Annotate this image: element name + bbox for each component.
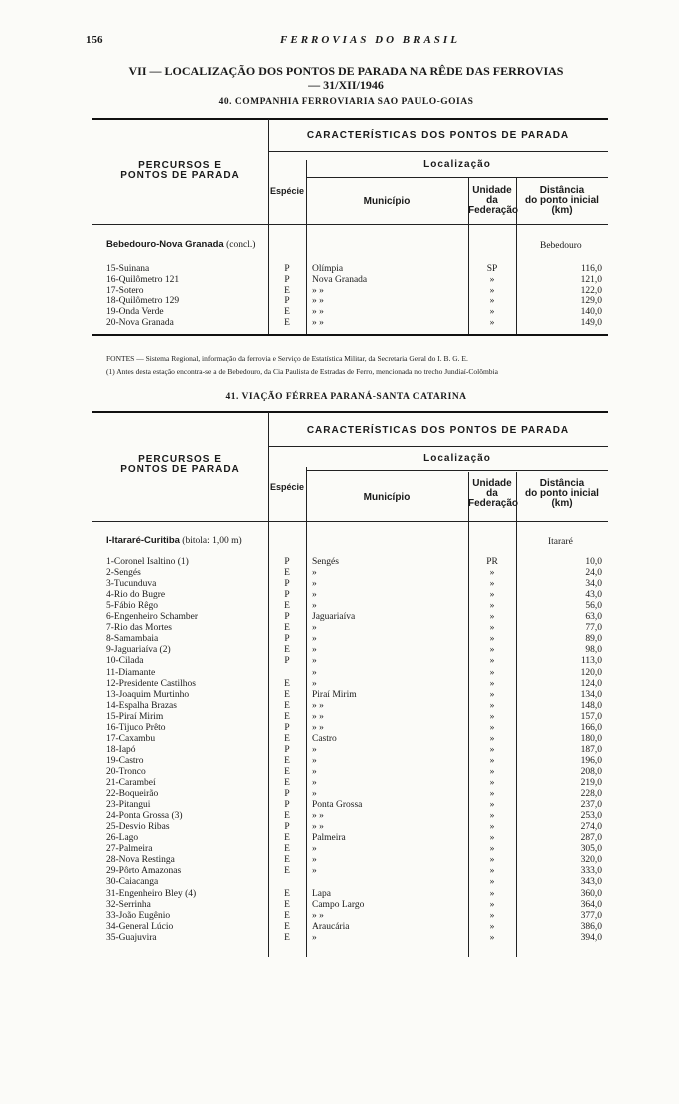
row-station: 5-Fábio Rêgo — [106, 601, 158, 612]
row-especie: E — [284, 318, 290, 328]
row-station: 28-Nova Restinga — [106, 855, 175, 866]
row-municipio: » — [312, 568, 317, 579]
row-municipio: » — [312, 778, 317, 788]
row-distancia: 63,0 — [585, 612, 602, 623]
row-station: 6-Engenheiro Schamber — [106, 612, 199, 623]
row-station: 17-Caxambu — [106, 733, 156, 744]
row-unidade: PR — [486, 557, 498, 567]
row-station: 22-Boqueirão — [106, 789, 159, 800]
row-municipio: » — [312, 855, 317, 866]
row-especie: P — [284, 634, 290, 645]
page-number: 156 — [86, 34, 103, 46]
row-distancia: 320,0 — [580, 855, 602, 866]
row-distancia: 377,0 — [580, 910, 602, 921]
row-unidade: » — [489, 274, 495, 285]
row-station: 34-General Lúcio — [106, 921, 174, 932]
row-distancia: 364,0 — [580, 899, 602, 910]
row-municipio: » — [312, 789, 317, 800]
row-especie: P — [284, 822, 290, 833]
row-distancia: 228,0 — [580, 789, 602, 800]
table40-head-municipio: Município — [363, 196, 411, 207]
row-distancia: 124,0 — [580, 678, 602, 689]
row-municipio: Palmeira — [312, 833, 346, 844]
table40-rule-head — [92, 224, 608, 225]
row-distancia: 196,0 — [580, 755, 602, 766]
row-municipio: » » — [312, 822, 324, 833]
row-station: 20-Tronco — [106, 766, 146, 777]
row-municipio: » — [312, 656, 317, 667]
row-especie: E — [284, 307, 290, 318]
row-station: 18-Iapó — [106, 744, 136, 755]
row-especie: E — [284, 778, 290, 788]
table41-head-municipio: Município — [363, 492, 411, 503]
row-municipio: Jaguariaíva — [312, 612, 356, 623]
table41-head-distancia: Distância do ponto inicial (km) — [525, 478, 599, 509]
row-distancia: 305,0 — [580, 844, 602, 855]
row-unidade: » — [489, 568, 495, 579]
row-municipio: » » — [312, 811, 324, 822]
row-unidade: » — [489, 645, 495, 656]
row-unidade: » — [489, 722, 495, 733]
row-distancia: 287,0 — [580, 833, 602, 844]
row-distancia: 360,0 — [580, 888, 602, 899]
row-municipio: Lapa — [312, 888, 331, 899]
row-municipio: » » — [312, 307, 324, 318]
row-unidade: » — [489, 601, 495, 612]
row-station: 1-Coronel Isaltino (1) — [106, 557, 189, 567]
row-municipio: Castro — [312, 733, 337, 744]
table40-section-heading: Bebedouro-Nova Granada (concl.) — [106, 239, 256, 250]
row-unidade: » — [489, 844, 495, 855]
table40-fontes: FONTES — Sistema Regional, informação da ferrovia e Serviço de Estatística Militar, da Secretaria Geral do I. B. G. E. — [106, 354, 468, 363]
row-unidade: » — [489, 744, 495, 755]
row-unidade: » — [489, 921, 495, 932]
row-station: 35-Guajuvira — [106, 932, 157, 943]
row-station: 16-Quilômetro 121 — [106, 274, 180, 285]
row-municipio: » — [312, 634, 317, 645]
row-distancia: 343,0 — [580, 877, 602, 888]
row-unidade: » — [489, 700, 495, 711]
table40-head-localizacao: Localização — [423, 159, 491, 170]
row-municipio: » — [312, 645, 317, 656]
row-distancia: 253,0 — [580, 811, 602, 822]
row-unidade: » — [489, 899, 495, 910]
row-station: 9-Jaguariaíva (2) — [106, 645, 171, 656]
row-distancia: 34,0 — [585, 579, 602, 590]
row-station: 13-Joaquim Murtinho — [106, 689, 190, 700]
row-station: 26-Lago — [106, 833, 139, 844]
row-unidade: » — [489, 866, 495, 877]
row-unidade: » — [489, 789, 495, 800]
row-station: 29-Pôrto Amazonas — [106, 866, 182, 877]
row-unidade: » — [489, 285, 495, 296]
row-unidade: » — [489, 778, 495, 788]
row-station: 12-Presidente Castilhos — [106, 678, 196, 689]
row-municipio: » — [312, 766, 317, 777]
row-distancia: 10,0 — [585, 557, 602, 567]
row-municipio: » — [312, 744, 317, 755]
row-municipio: » » — [312, 285, 324, 296]
table40-head-especie: Espécie — [269, 186, 305, 196]
row-especie: E — [284, 755, 290, 766]
row-station: 23-Pitangui — [106, 800, 151, 811]
row-especie: E — [284, 844, 290, 855]
table40-head-caracteristicas: CARACTERÍSTICAS DOS PONTOS DE PARADA — [306, 130, 570, 141]
row-station: 8-Samambaia — [106, 634, 159, 645]
row-station: 25-Desvio Ribas — [106, 822, 170, 833]
table40-note-1: (1) Antes desta estação encontra-se a de Bebedouro, da Cia Paulista de Estradas de Ferro, mencionada no trecho Jundiaí-Colômbia — [106, 367, 498, 376]
row-distancia: 149,0 — [580, 318, 602, 328]
row-especie: E — [284, 645, 290, 656]
row-especie: E — [284, 766, 290, 777]
row-especie: E — [284, 910, 290, 921]
row-distancia: 120,0 — [580, 667, 602, 678]
table41-top-rule — [92, 411, 608, 413]
table40-top-rule — [92, 118, 608, 120]
row-unidade: SP — [486, 264, 498, 274]
row-unidade: » — [489, 612, 495, 623]
row-especie: E — [284, 921, 290, 932]
row-unidade: » — [489, 733, 495, 744]
row-station: 4-Rio do Bugre — [106, 590, 166, 601]
row-distancia: 56,0 — [585, 601, 602, 612]
row-especie: E — [284, 601, 290, 612]
row-municipio: » — [312, 601, 317, 612]
table40-head-percursos: PERCURSOS E PONTOS DE PARADA — [120, 160, 240, 181]
row-municipio: » » — [312, 296, 324, 307]
row-especie: E — [284, 678, 290, 689]
row-especie: P — [284, 612, 290, 623]
row-unidade: » — [489, 766, 495, 777]
row-especie: E — [284, 855, 290, 866]
row-especie: P — [284, 274, 290, 285]
row-especie: P — [284, 800, 290, 811]
section-title — [86, 64, 606, 92]
table41-head-unidade: Unidade da Federação — [468, 478, 519, 509]
row-distancia: 116,0 — [580, 264, 602, 274]
table41-caption: 41. VIAÇÃO FÉRREA PARANÁ-SANTA CATARINA — [225, 392, 467, 402]
row-municipio: » » — [312, 711, 324, 722]
row-unidade: » — [489, 678, 495, 689]
row-station: 18-Quilômetro 129 — [106, 296, 180, 307]
row-especie: E — [284, 833, 290, 844]
row-municipio: » — [312, 590, 317, 601]
row-unidade: » — [489, 296, 495, 307]
row-municipio: » — [312, 932, 317, 943]
table40-caption: 40. COMPANHIA FERROVIARIA SAO PAULO-GOIAS — [218, 97, 474, 107]
table40-bottom-rule — [92, 334, 608, 336]
row-municipio: Nova Granada — [312, 274, 368, 285]
row-distancia: 122,0 — [580, 285, 602, 296]
table41-head-percursos: PERCURSOS E PONTOS DE PARADA — [120, 454, 240, 475]
row-station: 17-Sotero — [106, 285, 144, 296]
row-distancia: 237,0 — [580, 800, 602, 811]
row-municipio: » » — [312, 910, 324, 921]
row-especie: P — [284, 579, 290, 590]
table40-rule-loc — [306, 177, 608, 178]
row-unidade: » — [489, 888, 495, 899]
row-unidade: » — [489, 833, 495, 844]
row-distancia: 333,0 — [580, 866, 602, 877]
row-distancia: 134,0 — [580, 689, 602, 700]
row-station: 15-Piraí Mirim — [106, 711, 164, 722]
row-unidade: » — [489, 656, 495, 667]
row-unidade: » — [489, 755, 495, 766]
row-station: 14-Espalha Brazas — [106, 700, 177, 711]
row-unidade: » — [489, 689, 495, 700]
table41-rule-char — [268, 446, 608, 447]
row-station: 3-Tucunduva — [106, 579, 157, 590]
row-station: 32-Serrinha — [106, 899, 151, 910]
row-distancia: 77,0 — [585, 623, 602, 634]
row-distancia: 180,0 — [580, 733, 602, 744]
row-municipio: Araucária — [312, 921, 350, 932]
row-unidade: » — [489, 800, 495, 811]
row-station: 31-Engenheiro Bley (4) — [106, 888, 197, 899]
row-unidade: » — [489, 667, 495, 678]
table41-head-localizacao: Localização — [423, 453, 491, 464]
row-especie: P — [284, 264, 290, 274]
row-distancia: 140,0 — [580, 307, 602, 318]
row-especie: P — [284, 722, 290, 733]
table40-vline-2 — [306, 160, 307, 334]
row-unidade: » — [489, 855, 495, 866]
row-unidade: » — [489, 877, 495, 888]
row-municipio: » — [312, 844, 317, 855]
row-station: 33-João Eugênio — [106, 910, 171, 921]
row-distancia: 394,0 — [580, 932, 602, 943]
row-especie: P — [284, 296, 290, 307]
row-especie: P — [284, 656, 290, 667]
row-station: 19-Castro — [106, 755, 144, 766]
row-station: 21-Carambeí — [106, 778, 156, 788]
row-distancia: 43,0 — [585, 590, 602, 601]
row-municipio: Ponta Grossa — [312, 800, 363, 811]
row-municipio: » — [312, 579, 317, 590]
row-municipio: » » — [312, 700, 324, 711]
row-especie: E — [284, 733, 290, 744]
row-station: 16-Tijuco Prêto — [106, 722, 166, 733]
row-especie: P — [284, 789, 290, 800]
row-especie: E — [284, 700, 290, 711]
row-municipio: » » — [312, 722, 324, 733]
row-unidade: » — [489, 711, 495, 722]
row-unidade: » — [489, 811, 495, 822]
row-distancia: 219,0 — [580, 778, 602, 788]
row-especie: E — [284, 689, 290, 700]
row-municipio: Campo Largo — [312, 899, 365, 910]
row-municipio: » — [312, 667, 317, 678]
row-municipio: Sengés — [312, 557, 339, 567]
table41-section-heading: I-Itararé-Curitiba (bitola: 1,00 m) — [106, 535, 242, 546]
table40-head-unidade: Unidade da Federação — [468, 185, 519, 216]
row-station: 2-Sengés — [106, 568, 141, 579]
row-municipio: » — [312, 755, 317, 766]
row-municipio: » — [312, 623, 317, 634]
row-distancia: 121,0 — [580, 274, 602, 285]
row-distancia: 157,0 — [580, 711, 602, 722]
row-municipio: » — [312, 866, 317, 877]
row-especie: E — [284, 866, 290, 877]
table41-section-origin: Itararé — [548, 537, 573, 547]
row-unidade: » — [489, 822, 495, 833]
table41-head-caracteristicas: CARACTERÍSTICAS DOS PONTOS DE PARADA — [306, 425, 570, 436]
table40-section-origin: Bebedouro — [540, 241, 582, 251]
row-unidade: » — [489, 910, 495, 921]
row-municipio: Olímpia — [312, 264, 344, 274]
row-distancia: 166,0 — [580, 722, 602, 733]
row-unidade: » — [489, 307, 495, 318]
row-distancia: 24,0 — [585, 568, 602, 579]
row-distancia: 129,0 — [580, 296, 602, 307]
row-station: 30-Caiacanga — [106, 877, 159, 888]
row-unidade: » — [489, 579, 495, 590]
table40-head-distancia: Distância do ponto inicial (km) — [525, 185, 599, 216]
table41-head-especie: Espécie — [269, 482, 305, 492]
row-station: 19-Onda Verde — [106, 307, 164, 318]
table40-rule-char — [268, 151, 608, 152]
row-especie: E — [284, 899, 290, 910]
row-municipio: » — [312, 678, 317, 689]
section-title-line1: VII — LOCALIZAÇÃO DOS PONTOS DE PARADA NA RÊDE DAS FERROVIAS — [128, 64, 564, 78]
row-station: 27-Palmeira — [106, 844, 153, 855]
table41-rule-loc — [306, 470, 608, 471]
row-distancia: 113,0 — [580, 656, 602, 667]
table41-rule-head — [92, 521, 608, 522]
row-distancia: 98,0 — [585, 645, 602, 656]
row-station: 20-Nova Granada — [106, 318, 174, 328]
row-unidade: » — [489, 932, 495, 943]
row-station: 7-Rio das Mortes — [106, 623, 172, 634]
table41-vline-2 — [306, 467, 307, 957]
row-especie: E — [284, 285, 290, 296]
row-distancia: 89,0 — [585, 634, 602, 645]
row-especie: E — [284, 623, 290, 634]
row-unidade: » — [489, 590, 495, 601]
row-especie: E — [284, 811, 290, 822]
section-title-line2: — 31/XII/1946 — [308, 78, 384, 92]
row-unidade: » — [489, 318, 495, 328]
row-unidade: » — [489, 623, 495, 634]
row-especie: E — [284, 568, 290, 579]
row-distancia: 274,0 — [580, 822, 602, 833]
row-especie: P — [284, 590, 290, 601]
row-especie: P — [284, 557, 290, 567]
row-especie: E — [284, 888, 290, 899]
row-especie: E — [284, 932, 290, 943]
running-title: FERROVIAS DO BRASIL — [280, 34, 460, 46]
row-station: 11-Diamante — [106, 667, 156, 678]
row-station: 15-Suinana — [106, 264, 150, 274]
row-especie: E — [284, 711, 290, 722]
row-municipio: Piraí Mirim — [312, 689, 357, 700]
row-station: 10-Cilada — [106, 656, 144, 667]
row-especie: P — [284, 744, 290, 755]
row-distancia: 187,0 — [580, 744, 602, 755]
row-distancia: 208,0 — [580, 766, 602, 777]
row-station: 24-Ponta Grossa (3) — [106, 811, 183, 822]
row-distancia: 148,0 — [580, 700, 602, 711]
row-municipio: » » — [312, 318, 324, 328]
row-distancia: 386,0 — [580, 921, 602, 932]
row-unidade: » — [489, 634, 495, 645]
